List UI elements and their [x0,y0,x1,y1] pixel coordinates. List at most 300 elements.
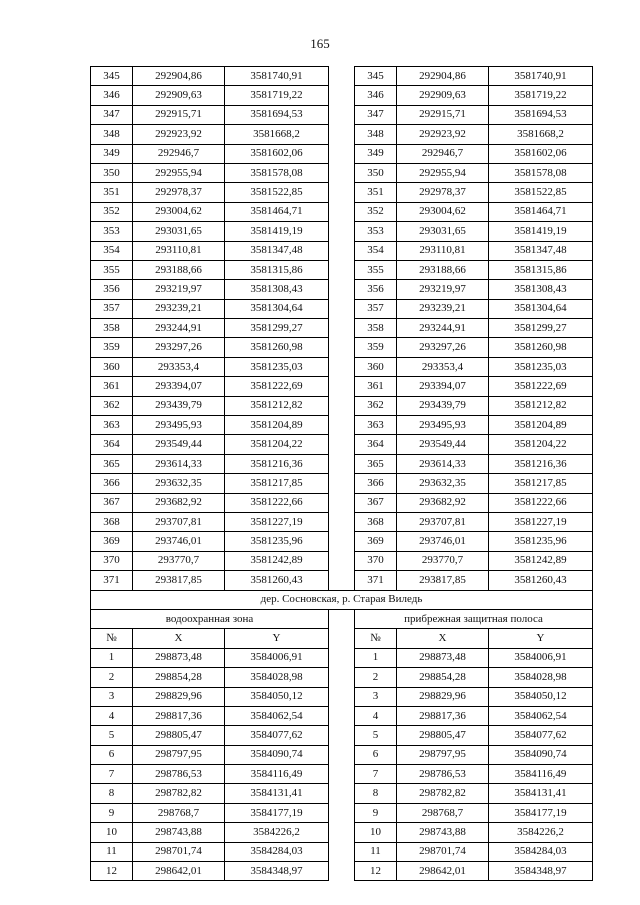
column-gap [329,648,355,667]
x-coordinate-cell: 292909,63 [397,86,489,105]
x-coordinate-cell: 292946,7 [397,144,489,163]
column-gap [329,532,355,551]
point-number-cell: 360 [355,357,397,376]
y-coordinate-cell: 3581235,96 [489,532,593,551]
point-number-cell: 11 [355,842,397,861]
x-coordinate-cell: 298642,01 [397,862,489,881]
point-number-cell: 352 [91,202,133,221]
column-gap [329,706,355,725]
x-coordinate-cell: 293495,93 [397,416,489,435]
table-row [91,668,593,687]
point-number-cell: 4 [355,706,397,725]
y-coordinate-cell: 3584062,54 [489,706,593,725]
table-row [91,745,593,764]
point-number-cell: 346 [91,86,133,105]
table-row [91,706,593,725]
point-number-cell: 10 [91,823,133,842]
header-x: X [133,629,225,648]
x-coordinate-cell: 293632,35 [397,474,489,493]
x-coordinate-cell: 293682,92 [397,493,489,512]
point-number-cell: 7 [91,765,133,784]
point-number-cell: 362 [355,396,397,415]
point-number-cell: 1 [355,648,397,667]
column-gap [329,823,355,842]
y-coordinate-cell: 3581212,82 [225,396,329,415]
x-coordinate-cell: 293244,91 [133,319,225,338]
y-coordinate-cell: 3581222,69 [489,377,593,396]
point-number-cell: 347 [91,105,133,124]
y-coordinate-cell: 3581204,22 [225,435,329,454]
point-number-cell: 363 [355,416,397,435]
column-gap [329,67,355,86]
header-number: № [355,629,397,648]
y-coordinate-cell: 3581304,64 [489,299,593,318]
point-number-cell: 366 [355,474,397,493]
table-row [91,823,593,842]
table-row [91,183,593,202]
y-coordinate-cell: 3581694,53 [489,105,593,124]
y-coordinate-cell: 3581235,03 [489,357,593,376]
column-gap [329,687,355,706]
x-coordinate-cell: 292904,86 [397,67,489,86]
x-coordinate-cell: 293549,44 [133,435,225,454]
table-row [91,202,593,221]
table-row [91,299,593,318]
point-number-cell: 364 [91,435,133,454]
x-coordinate-cell: 298797,95 [133,745,225,764]
point-number-cell: 353 [91,222,133,241]
point-number-cell: 371 [91,571,133,590]
x-coordinate-cell: 293394,07 [397,377,489,396]
column-gap [329,183,355,202]
x-coordinate-cell: 298743,88 [397,823,489,842]
y-coordinate-cell: 3581522,85 [225,183,329,202]
x-coordinate-cell: 292923,92 [133,125,225,144]
x-coordinate-cell: 293219,97 [133,280,225,299]
point-number-cell: 364 [355,435,397,454]
y-coordinate-cell: 3584131,41 [225,784,329,803]
y-coordinate-cell: 3581602,06 [489,144,593,163]
table-row [91,687,593,706]
x-coordinate-cell: 293031,65 [133,222,225,241]
table-row [91,222,593,241]
left-subtitle: водоохранная зона [91,609,329,628]
x-coordinate-cell: 293219,97 [397,280,489,299]
x-coordinate-cell: 293770,7 [397,551,489,570]
point-number-cell: 359 [355,338,397,357]
x-coordinate-cell: 293770,7 [133,551,225,570]
y-coordinate-cell: 3581347,48 [489,241,593,260]
y-coordinate-cell: 3581227,19 [225,512,329,531]
point-number-cell: 12 [91,862,133,881]
point-number-cell: 367 [355,493,397,512]
table-row [91,648,593,667]
column-gap [329,862,355,881]
x-coordinate-cell: 292909,63 [133,86,225,105]
top-rows [91,67,593,591]
y-coordinate-cell: 3581227,19 [489,512,593,531]
column-gap [329,260,355,279]
column-gap [329,571,355,590]
table-row [91,532,593,551]
point-number-cell: 365 [91,454,133,473]
header-y: Y [489,629,593,648]
x-coordinate-cell: 293549,44 [397,435,489,454]
x-coordinate-cell: 298873,48 [397,648,489,667]
point-number-cell: 351 [91,183,133,202]
y-coordinate-cell: 3584077,62 [225,726,329,745]
point-number-cell: 361 [91,377,133,396]
y-coordinate-cell: 3584062,54 [225,706,329,725]
right-subtitle: прибрежная защитная полоса [355,609,593,628]
y-coordinate-cell: 3581299,27 [225,319,329,338]
x-coordinate-cell: 292955,94 [133,163,225,182]
column-gap [329,842,355,861]
table-row [91,493,593,512]
y-coordinate-cell: 3584177,19 [489,803,593,822]
x-coordinate-cell: 292915,71 [133,105,225,124]
point-number-cell: 348 [91,125,133,144]
y-coordinate-cell: 3581419,19 [489,222,593,241]
x-coordinate-cell: 293244,91 [397,319,489,338]
column-gap [329,765,355,784]
x-coordinate-cell: 298786,53 [133,765,225,784]
x-coordinate-cell: 298805,47 [133,726,225,745]
x-coordinate-cell: 293817,85 [397,571,489,590]
x-coordinate-cell: 292978,37 [397,183,489,202]
point-number-cell: 349 [91,144,133,163]
y-coordinate-cell: 3581204,22 [489,435,593,454]
point-number-cell: 1 [91,648,133,667]
point-number-cell: 368 [355,512,397,531]
column-gap [329,745,355,764]
point-number-cell: 350 [91,163,133,182]
column-gap [329,241,355,260]
x-coordinate-cell: 298817,36 [397,706,489,725]
table-row [91,416,593,435]
point-number-cell: 5 [355,726,397,745]
point-number-cell: 8 [355,784,397,803]
point-number-cell: 358 [355,319,397,338]
y-coordinate-cell: 3584348,97 [489,862,593,881]
y-coordinate-cell: 3584006,91 [225,648,329,667]
point-number-cell: 357 [355,299,397,318]
point-number-cell: 2 [355,668,397,687]
point-number-cell: 350 [355,163,397,182]
y-coordinate-cell: 3584028,98 [225,668,329,687]
x-coordinate-cell: 293614,33 [397,454,489,473]
table-row [91,784,593,803]
x-coordinate-cell: 293614,33 [133,454,225,473]
y-coordinate-cell: 3581222,66 [489,493,593,512]
x-coordinate-cell: 293394,07 [133,377,225,396]
section-header [91,590,593,648]
column-gap [329,202,355,221]
y-coordinate-cell: 3581578,08 [489,163,593,182]
column-gap [329,416,355,435]
point-number-cell: 345 [91,67,133,86]
x-coordinate-cell: 292904,86 [133,67,225,86]
column-gap [329,86,355,105]
column-gap [329,784,355,803]
y-coordinate-cell: 3584006,91 [489,648,593,667]
y-coordinate-cell: 3581694,53 [225,105,329,124]
table-row [91,377,593,396]
y-coordinate-cell: 3584050,12 [225,687,329,706]
column-gap [329,726,355,745]
point-number-cell: 353 [355,222,397,241]
point-number-cell: 9 [355,803,397,822]
x-coordinate-cell: 298782,82 [397,784,489,803]
point-number-cell: 11 [91,842,133,861]
x-coordinate-cell: 293110,81 [397,241,489,260]
y-coordinate-cell: 3581222,66 [225,493,329,512]
y-coordinate-cell: 3581347,48 [225,241,329,260]
point-number-cell: 354 [355,241,397,260]
point-number-cell: 5 [91,726,133,745]
column-gap [329,319,355,338]
x-coordinate-cell: 293707,81 [397,512,489,531]
x-coordinate-cell: 292955,94 [397,163,489,182]
table-row [91,726,593,745]
x-coordinate-cell: 292923,92 [397,125,489,144]
column-gap [329,280,355,299]
y-coordinate-cell: 3581216,36 [489,454,593,473]
column-gap [329,222,355,241]
table-row [91,571,593,590]
x-coordinate-cell: 293188,66 [133,260,225,279]
point-number-cell: 10 [355,823,397,842]
point-number-cell: 2 [91,668,133,687]
column-gap [329,396,355,415]
column-gap [329,512,355,531]
point-number-cell: 349 [355,144,397,163]
bottom-rows [91,648,593,881]
table-row [91,512,593,531]
point-number-cell: 366 [91,474,133,493]
table-row [91,338,593,357]
column-gap [329,105,355,124]
x-coordinate-cell: 298817,36 [133,706,225,725]
table-row [91,862,593,881]
y-coordinate-cell: 3584050,12 [489,687,593,706]
y-coordinate-cell: 3584226,2 [225,823,329,842]
x-coordinate-cell: 293682,92 [133,493,225,512]
y-coordinate-cell: 3581260,98 [225,338,329,357]
x-coordinate-cell: 293297,26 [133,338,225,357]
x-coordinate-cell: 293031,65 [397,222,489,241]
table-row [91,144,593,163]
y-coordinate-cell: 3581204,89 [225,416,329,435]
y-coordinate-cell: 3581578,08 [225,163,329,182]
table-row [91,67,593,86]
x-coordinate-cell: 298805,47 [397,726,489,745]
y-coordinate-cell: 3584226,2 [489,823,593,842]
x-coordinate-cell: 293632,35 [133,474,225,493]
y-coordinate-cell: 3584131,41 [489,784,593,803]
column-gap [329,377,355,396]
y-coordinate-cell: 3581260,43 [489,571,593,590]
x-coordinate-cell: 293495,93 [133,416,225,435]
x-coordinate-cell: 293707,81 [133,512,225,531]
y-coordinate-cell: 3581260,43 [225,571,329,590]
point-number-cell: 7 [355,765,397,784]
column-gap [329,474,355,493]
y-coordinate-cell: 3581242,89 [225,551,329,570]
y-coordinate-cell: 3581308,43 [225,280,329,299]
point-number-cell: 355 [91,260,133,279]
y-coordinate-cell: 3581235,96 [225,532,329,551]
point-number-cell: 361 [355,377,397,396]
y-coordinate-cell: 3581308,43 [489,280,593,299]
y-coordinate-cell: 3584284,03 [225,842,329,861]
x-coordinate-cell: 298642,01 [133,862,225,881]
table-row [91,241,593,260]
point-number-cell: 370 [91,551,133,570]
y-coordinate-cell: 3584116,49 [225,765,329,784]
table-row [91,86,593,105]
x-coordinate-cell: 292946,7 [133,144,225,163]
x-coordinate-cell: 298873,48 [133,648,225,667]
point-number-cell: 367 [91,493,133,512]
x-coordinate-cell: 293004,62 [133,202,225,221]
point-number-cell: 356 [91,280,133,299]
header-x: X [397,629,489,648]
x-coordinate-cell: 298743,88 [133,823,225,842]
point-number-cell: 9 [91,803,133,822]
table-row [91,357,593,376]
y-coordinate-cell: 3581217,85 [225,474,329,493]
point-number-cell: 355 [355,260,397,279]
point-number-cell: 352 [355,202,397,221]
y-coordinate-cell: 3581235,03 [225,357,329,376]
y-coordinate-cell: 3581464,71 [225,202,329,221]
table-row [91,163,593,182]
y-coordinate-cell: 3581668,2 [225,125,329,144]
y-coordinate-cell: 3581242,89 [489,551,593,570]
x-coordinate-cell: 293353,4 [133,357,225,376]
point-number-cell: 368 [91,512,133,531]
x-coordinate-cell: 298786,53 [397,765,489,784]
point-number-cell: 351 [355,183,397,202]
x-coordinate-cell: 293188,66 [397,260,489,279]
x-coordinate-cell: 298854,28 [397,668,489,687]
x-coordinate-cell: 298797,95 [397,745,489,764]
column-gap [329,299,355,318]
column-gap [329,435,355,454]
column-gap [329,125,355,144]
y-coordinate-cell: 3581216,36 [225,454,329,473]
x-coordinate-cell: 298701,74 [397,842,489,861]
x-coordinate-cell: 292978,37 [133,183,225,202]
point-number-cell: 6 [91,745,133,764]
point-number-cell: 8 [91,784,133,803]
x-coordinate-cell: 293746,01 [133,532,225,551]
column-gap [329,163,355,182]
column-gap [329,629,355,648]
table-row [91,319,593,338]
y-coordinate-cell: 3581719,22 [489,86,593,105]
y-coordinate-cell: 3584028,98 [489,668,593,687]
point-number-cell: 3 [91,687,133,706]
y-coordinate-cell: 3581719,22 [225,86,329,105]
table-row [91,260,593,279]
point-number-cell: 370 [355,551,397,570]
y-coordinate-cell: 3584284,03 [489,842,593,861]
y-coordinate-cell: 3581204,89 [489,416,593,435]
x-coordinate-cell: 293817,85 [133,571,225,590]
y-coordinate-cell: 3584090,74 [489,745,593,764]
x-coordinate-cell: 293239,21 [397,299,489,318]
x-coordinate-cell: 298829,96 [397,687,489,706]
header-y: Y [225,629,329,648]
x-coordinate-cell: 298701,74 [133,842,225,861]
table-row [91,125,593,144]
page-number: 165 [310,36,330,51]
y-coordinate-cell: 3581222,69 [225,377,329,396]
table-row [91,454,593,473]
point-number-cell: 358 [91,319,133,338]
y-coordinate-cell: 3581419,19 [225,222,329,241]
y-coordinate-cell: 3581304,64 [225,299,329,318]
point-number-cell: 3 [355,687,397,706]
y-coordinate-cell: 3581260,98 [489,338,593,357]
point-number-cell: 363 [91,416,133,435]
table-row [91,803,593,822]
point-number-cell: 346 [355,86,397,105]
y-coordinate-cell: 3581217,85 [489,474,593,493]
point-number-cell: 365 [355,454,397,473]
point-number-cell: 356 [355,280,397,299]
point-number-cell: 360 [91,357,133,376]
point-number-cell: 345 [355,67,397,86]
y-coordinate-cell: 3584116,49 [489,765,593,784]
y-coordinate-cell: 3584090,74 [225,745,329,764]
y-coordinate-cell: 3581315,86 [225,260,329,279]
x-coordinate-cell: 298782,82 [133,784,225,803]
x-coordinate-cell: 293297,26 [397,338,489,357]
x-coordinate-cell: 298829,96 [133,687,225,706]
y-coordinate-cell: 3581212,82 [489,396,593,415]
x-coordinate-cell: 293439,79 [397,396,489,415]
column-gap [329,144,355,163]
column-gap [329,609,355,628]
x-coordinate-cell: 298768,7 [133,803,225,822]
column-gap [329,668,355,687]
y-coordinate-cell: 3584077,62 [489,726,593,745]
x-coordinate-cell: 293239,21 [133,299,225,318]
column-gap [329,454,355,473]
section-title: дер. Сосновская, р. Старая Виледь [91,590,593,609]
y-coordinate-cell: 3581740,91 [225,67,329,86]
y-coordinate-cell: 3584348,97 [225,862,329,881]
column-gap [329,551,355,570]
point-number-cell: 362 [91,396,133,415]
table-row [91,474,593,493]
table-row [91,551,593,570]
x-coordinate-cell: 293110,81 [133,241,225,260]
table-row [91,105,593,124]
point-number-cell: 354 [91,241,133,260]
x-coordinate-cell: 292915,71 [397,105,489,124]
x-coordinate-cell: 293353,4 [397,357,489,376]
y-coordinate-cell: 3581740,91 [489,67,593,86]
point-number-cell: 12 [355,862,397,881]
column-gap [329,357,355,376]
table-row [91,396,593,415]
table-row [91,435,593,454]
y-coordinate-cell: 3581315,86 [489,260,593,279]
